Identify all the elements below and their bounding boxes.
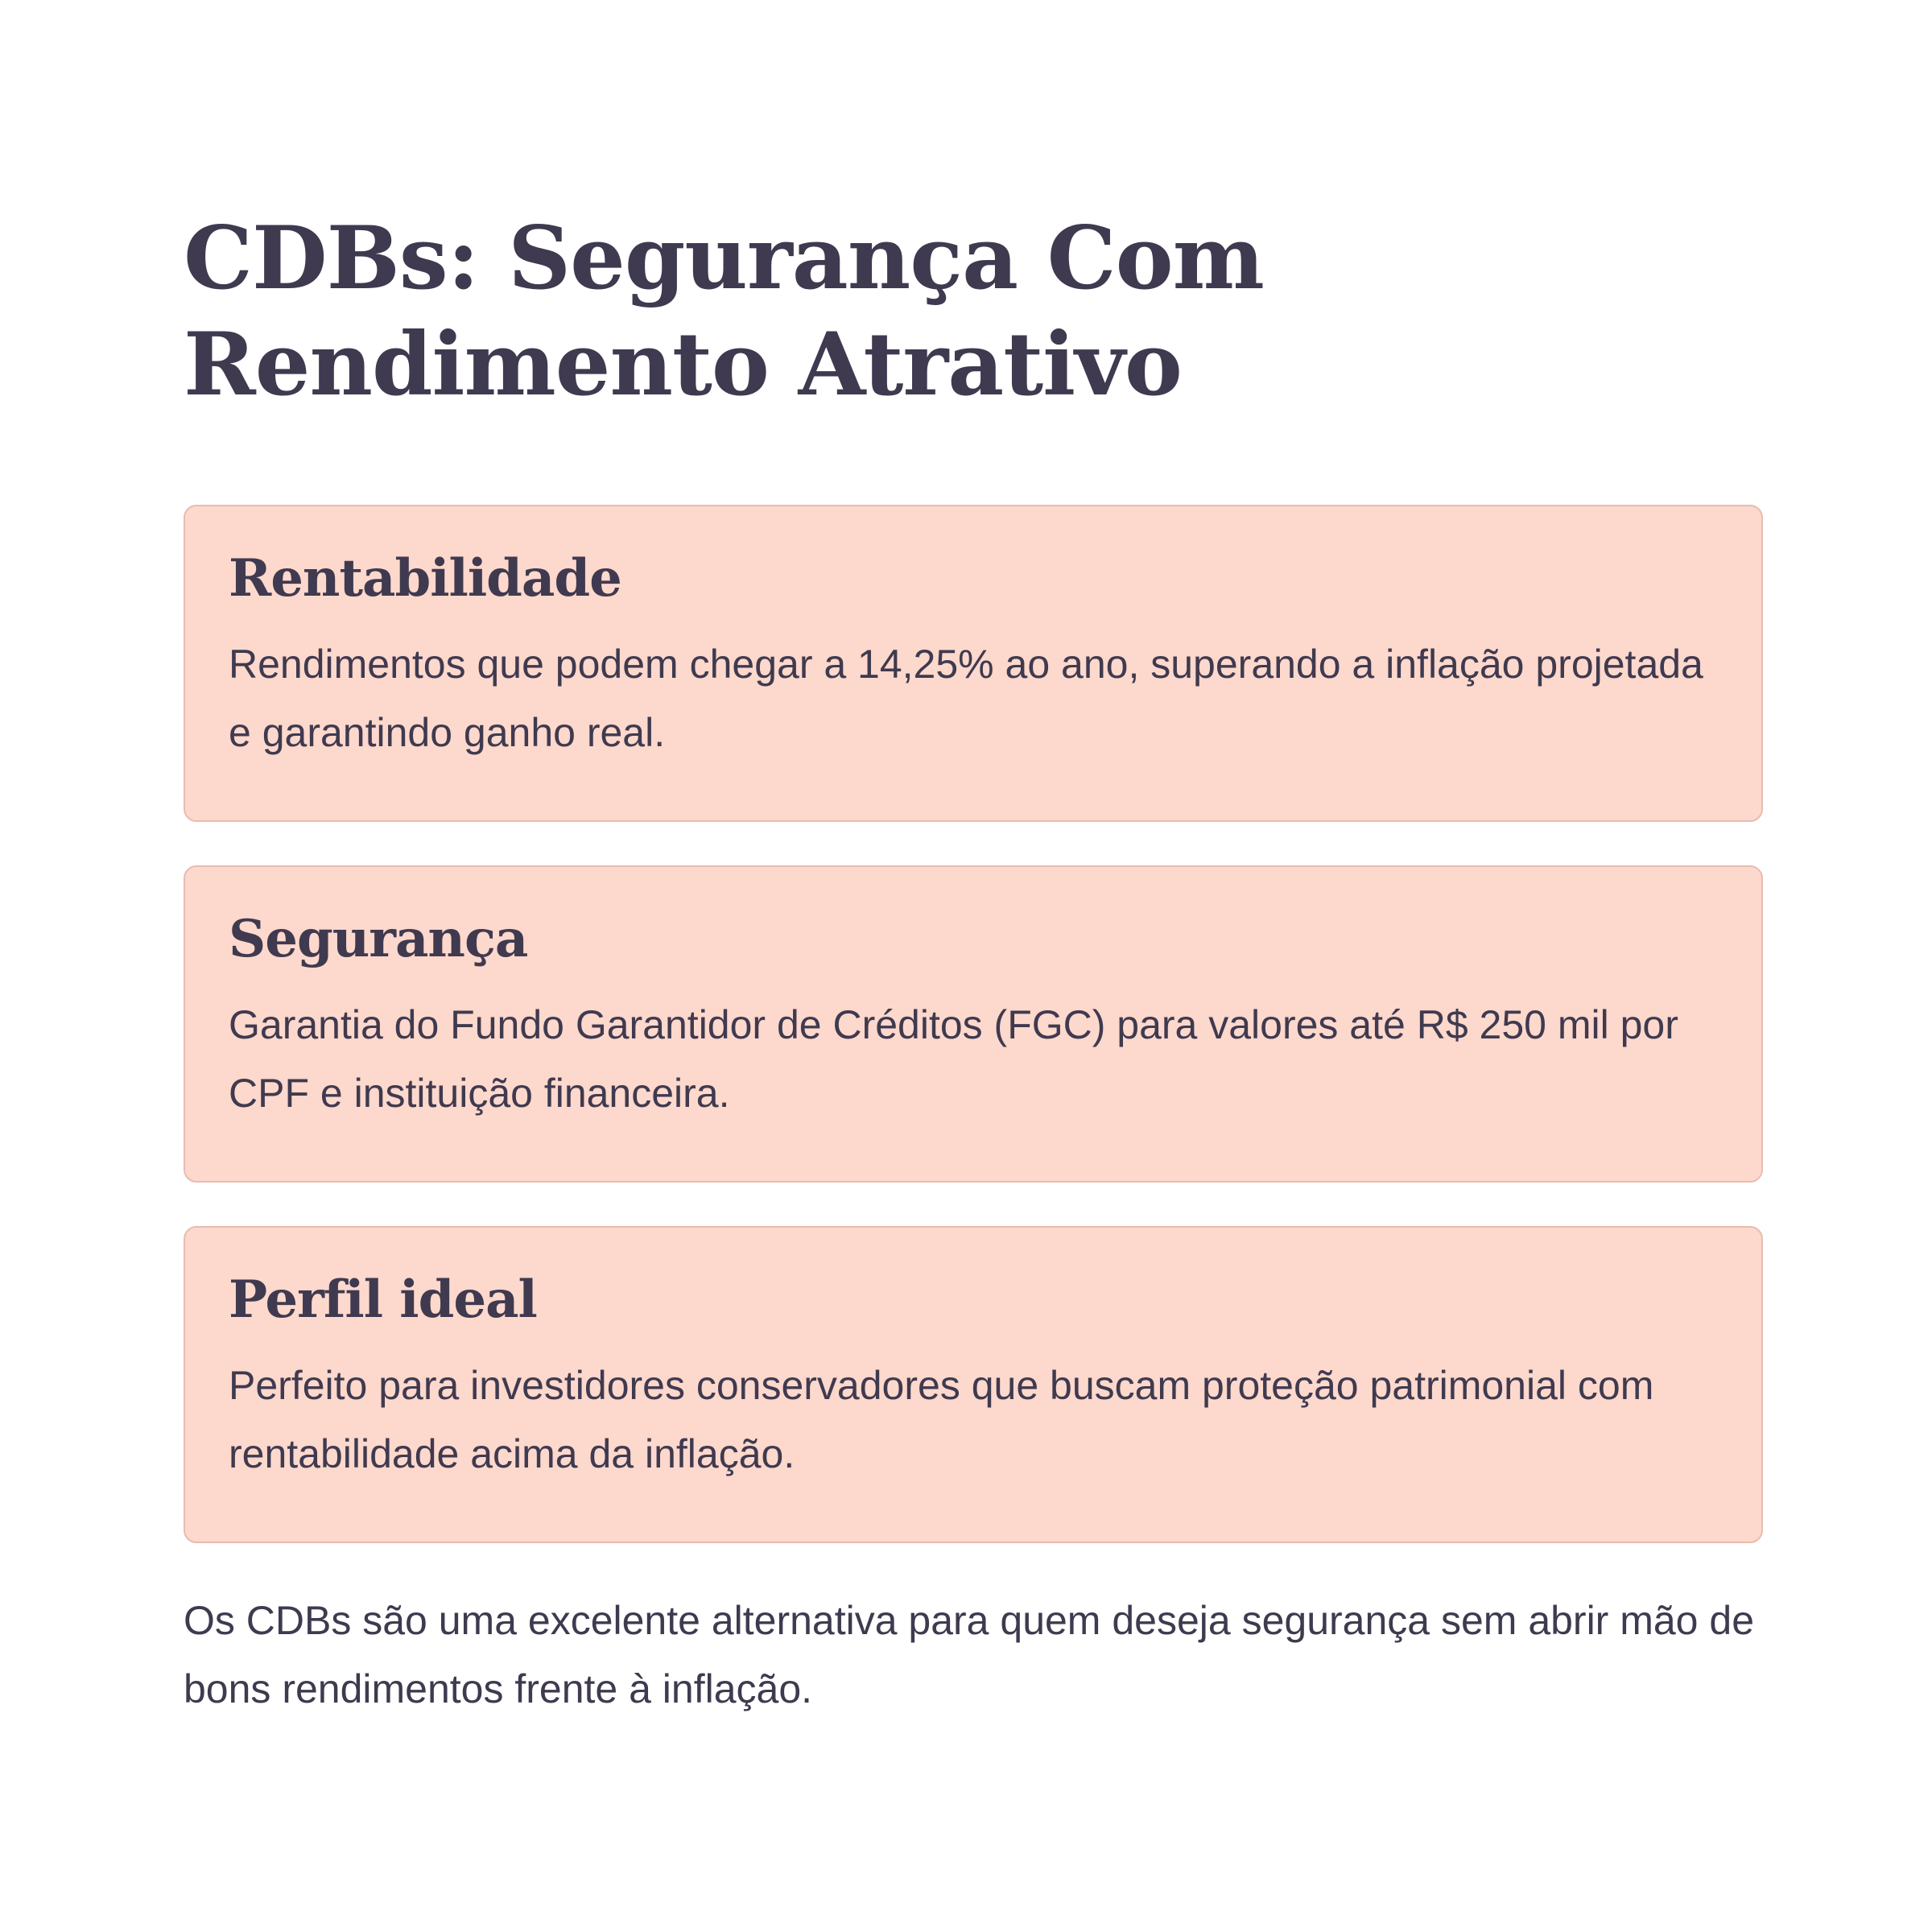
card-perfil-ideal	[184, 1226, 1763, 1543]
closing-paragraph: Os CDBs são uma excelente alternativa para quem deseja segurança sem abrir mão de bons rendimentos frente à inflação.	[184, 1598, 1755, 1711]
card-heading: Segurança	[229, 909, 528, 969]
card-rentabilidade	[184, 505, 1763, 822]
card-text: Rendimentos que podem chegar a 14,25% ao ano, superando a inflação projetada e garantindo ganho real.	[229, 642, 1703, 755]
card-text: Garantia do Fundo Garantidor de Créditos (FGC) para valores até R$ 250 mil por CPF e instituição financeira.	[229, 1002, 1678, 1116]
card-heading: Rentabilidade	[229, 548, 621, 609]
card-heading: Perfil ideal	[229, 1269, 537, 1330]
card-text: Perfeito para investidores conservadores que buscam proteção patrimonial com rentabilidade acima da inflação.	[229, 1363, 1654, 1476]
page-title: CDBs: Segurança Com Rendimento Atrativo	[184, 208, 1264, 415]
card-seguranca	[184, 865, 1763, 1183]
content	[184, 205, 1763, 1724]
